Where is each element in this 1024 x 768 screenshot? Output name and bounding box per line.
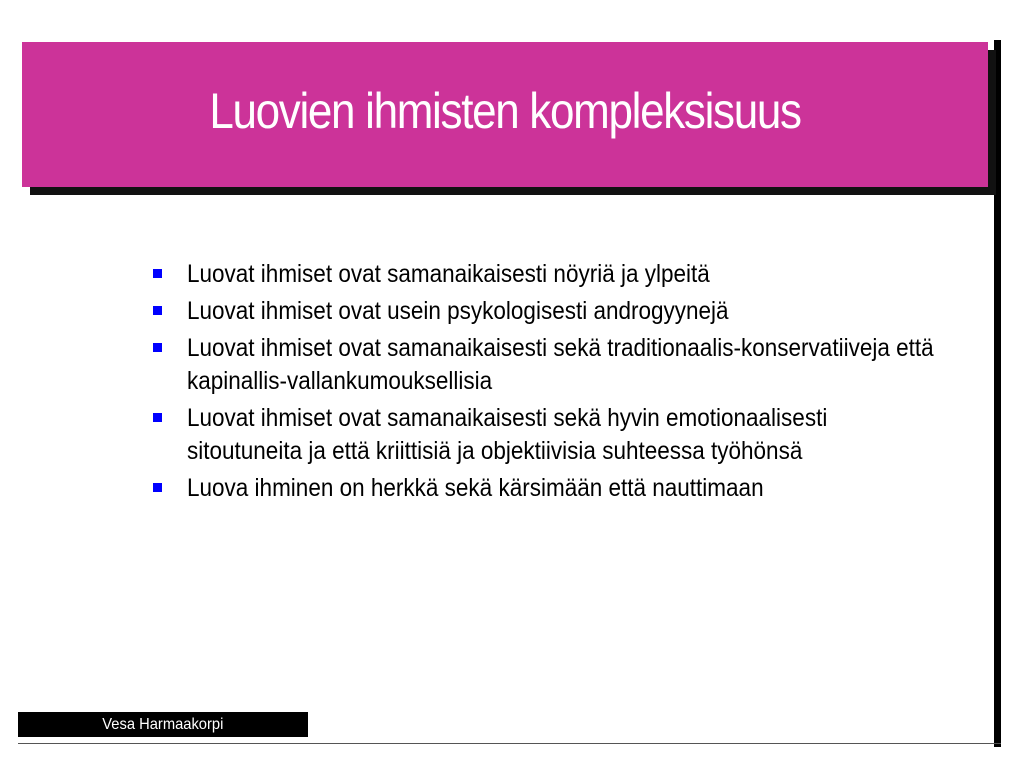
square-bullet-icon xyxy=(153,306,162,315)
square-bullet-icon xyxy=(153,483,162,492)
footer-label xyxy=(18,712,308,737)
list-item xyxy=(150,472,940,505)
list-item xyxy=(150,332,940,398)
list-item xyxy=(150,402,940,468)
list-item xyxy=(150,295,940,328)
bullet-text: Luovat ihmiset ovat samanaikaisesti nöyriä ja ylpeitä xyxy=(187,260,710,288)
bullet-list xyxy=(150,258,940,509)
bullet-text: Luovat ihmiset ovat samanaikaisesti sekä traditionaalis-konservatiiveja että kapinallis-vallankumouksellisia xyxy=(187,334,934,395)
bullet-text: Luovat ihmiset ovat usein psykologisesti androgyynejä xyxy=(187,297,729,325)
square-bullet-icon xyxy=(153,269,162,278)
footer-author: Vesa Harmaakorpi xyxy=(102,715,224,733)
footer-rule xyxy=(18,743,1001,744)
slide-title: Luovien ihmisten kompleksisuus xyxy=(209,82,801,139)
list-item xyxy=(150,258,940,291)
square-bullet-icon xyxy=(153,413,162,422)
bullet-text: Luovat ihmiset ovat samanaikaisesti sekä hyvin emotionaalisesti sitoutuneita ja että kriittisiä ja objektiivisia suhteessa työhönsä xyxy=(187,404,828,465)
title-banner xyxy=(22,42,988,187)
square-bullet-icon xyxy=(153,343,162,352)
bullet-text: Luova ihminen on herkkä sekä kärsimään että nauttimaan xyxy=(187,474,764,502)
